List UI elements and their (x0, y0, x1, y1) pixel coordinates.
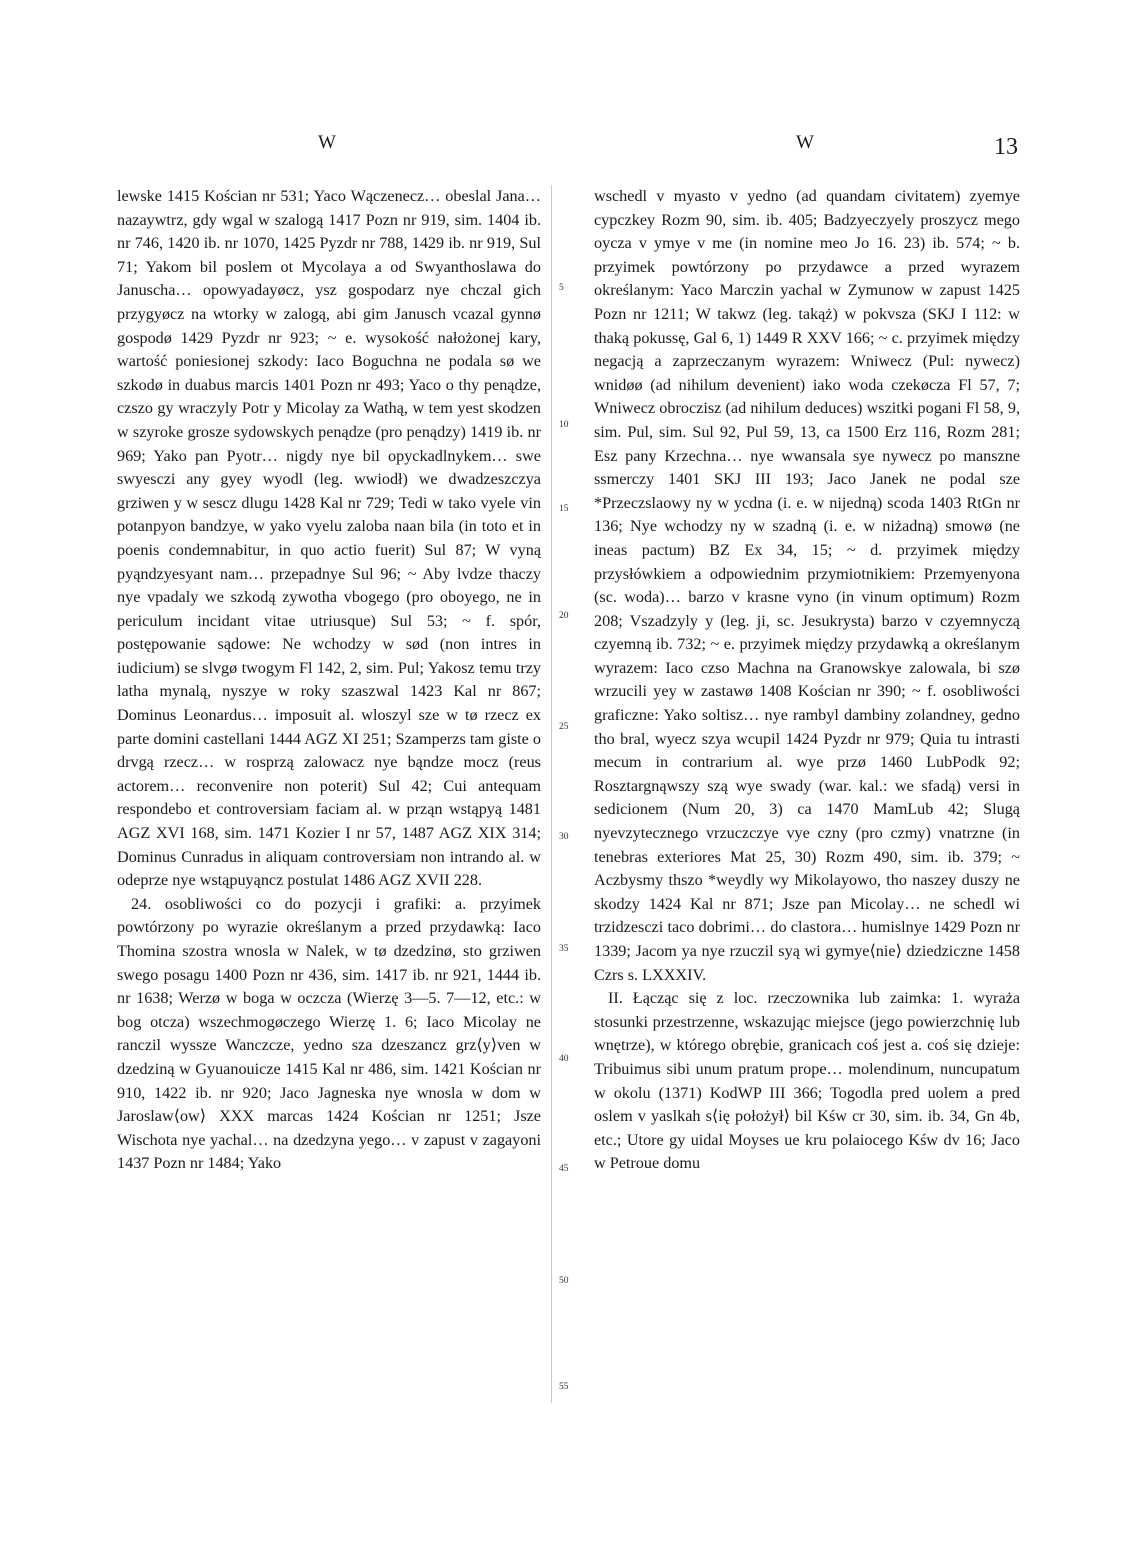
column-divider (551, 185, 552, 1403)
left-paragraph-24: 24. osobliwości co do pozycji i grafiki: a. przyimek powtórzony po wyrazie określanym a przed przydawką: Iaco Thomina szostra wnosla w Nalek, w tø dzedzinø, sto grziwen swego posagu 1400 Pozn nr 436, sim. 1417 ib. nr 921, 1444 ib. nr 1638; Werzø w boga w oczcza (Wierzę 3—5. 7—12, etc.: w bog otcza) wszechmogøczego Wierzę 1. 6; Iaco Micolay ne ranczil wyssze Wanczcze, yedno sza dzeszancz grz⟨y⟩ven w dzedziną w Gyuanouicze 1415 Kal nr 486, sim. 1421 Kościan nr 910, 1422 ib. nr 920; Jaco Jagneska nye wnosla w dom w Jaroslaw⟨ow⟩ XXX marcas 1424 Kościan nr 1251; Jsze Wischota nye yachal… na dzedzyna yego… v zapust v zagayoni 1437 Pozn nr 1484; Yako (117, 894, 541, 1173)
running-head-right: W (796, 132, 814, 153)
line-number: 50 (559, 1276, 569, 1286)
line-number: 40 (559, 1054, 569, 1064)
line-number: 35 (559, 944, 569, 954)
line-number: 55 (559, 1382, 569, 1392)
line-number: 20 (559, 611, 569, 621)
left-paragraph-1: lewske 1415 Kościan nr 531; Yaco Wączenecz… obeslal Jana… nazaywtrz, gdy wgal w szalogą 1417 Pozn nr 919, sim. 1404 ib. nr 746, 1420 ib. nr 1070, 1425 Pyzdr nr 788, 1429 ib. nr 919, Sul 71; Yakom bil poslem ot Mycolaya a od Swyanthoslawa do Januscha… opowyadayøcz, ysz gospodarz nye chczal gich przygyøcz na wtorky w zalogą, abi gim Janusch vcazal gynnø gospodø 1429 Pyzdr nr 923; ~ e. wysokość nałożonej kary, wartość poniesionej szkody: Iaco Boguchna ne podala sø we szkodø in duabus marcis 1401 Pozn nr 493; Yaco o thy penądze, czszo gy wraczyly Potr y Micolay za Wathą, w tem yest skodzen w szyroke grosze sydowskych penądze (pro penądzy) 1419 ib. nr 969; Yako pan Pyotr… nigdy nye bil opyckadlnykem… swe swyesczi any gyey wyodl (leg. wwiodł) we dwadzeszczya grziwen y w sescz dlugu 1428 Kal nr 729; Tedi w tako vyele vin potanpyon bandzye, w yako vyelu zaloba naan bila (in toto et in poenis condemnabitur, in quo actio fuerit) Sul 87; W vyną pyąndzyesyant nam… przepadnye Sul 96; ~ Aby lvdze thaczy nye vpadaly we szkodą zywotha vbogego (pro oboyego, ne in periculum incidant vitae utriusque) Sul 53; ~ f. spór, postępowanie sądowe: Ne wchodzy w sød (non intres in iudicium) se slvgø twogym Fl 142, 2, sim. Pul; Yakosz temu trzy latha mynalą, nyszye w roky szaszwal 1423 Kal nr 867; Dominus Leonardus… imposuit al. wloszyl sze w tø rzecz ex parte domini castellani 1444 AGZ XI 251; Szamperzs tam giste o drvgą rzecz… w rosprzą zalowacz nye bąndze mocz (reus actorem… reconvenire non poterit) Sul 42; Cui antequam respondebo et controversiam faciam al. w prząn wstąpyą 1481 AGZ XVI 168, sim. 1471 Kozier I nr 57, 1487 AGZ XIX 314; Dominus Cunradus in aliquam controversiam non intrando al. w odeprze nye wstąpuyąncz postulat 1486 AGZ XVII 228. (117, 187, 541, 890)
line-number: 25 (559, 722, 569, 732)
right-paragraph-II: II. Łącząc się z loc. rzeczownika lub zaimka: 1. wyraża stosunki przestrzenne, wskazując miejsce (jego powierzchnię lub wnętrze), w którego obrębie, granicach coś jest a. coś się dzieje: Tribuimus sibi unum pratum prope… molendinum, nuncupatum w okolu (1371) KodWP III 366; Togodla pred uolem a pred oslem v yaslkah s⟨ię położył⟩ bil Kśw cr 30, sim. ib. 34, Gn 4b, etc.; Utore gy uidal Moyses ue kru polaiocego Kśw dv 16; Jaco w Petroue domu (594, 989, 1020, 1173)
line-number: 10 (559, 420, 569, 430)
right-column (594, 185, 1020, 1176)
line-number: 15 (559, 504, 569, 514)
line-number: 5 (559, 283, 564, 293)
right-paragraph-1: wschedl v myasto v yedno (ad quandam civitatem) zyemye cypczkey Rozm 90, sim. ib. 405; Badzyeczyely proszycz mego oycza v ymye v me (in nomine meo Jo 16. 23) ib. 574; ~ b. przyimek powtórzony po przydawce a przed wyrazem określanym: Yaco Marczin yachal w Zymunow w zapust 1425 Pozn nr 1211; W takwz (leg. takąż) w pokvsza (SKJ I 112: w thaką pokussę, Gal 6, 1) 1449 R XXV 166; ~ c. przyimek między negacją a zaprzeczanym wyrazem: Wniwecz (Pul: nywecz) wnidøø (ad nihilum devenient) iako woda czekøcza Fl 57, 7; Wniwecz obroczisz (ad nihilum deduces) wszitki pogani Fl 58, 9, sim. Pul, sim. Sul 92, Pul 59, 13, ca 1500 Erz 116, Rozm 281; Esz pany Krzechna… nye wwansala sye nywecz po manszne ssmerczy 1401 SKJ III 193; Jaco Janek ne podal sze *Przeczslaowy ny w ycdna (i. e. w nijedną) scoda 1403 RtGn nr 136; Nye wchodzy ny w szadną (i. e. w niżadną) smowø (ne ineas pactum) BZ Ex 34, 15; ~ d. przyimek między przysłówkiem a odpowiednim przymiotnikiem: Przemyenyona (sc. woda)… barzo v krasne vyno (in vinum optimum) Rozm 208; Vszadzyly y (leg. ji, sc. Jesukrysta) barzo v czyemnyczą czyemną ib. 732; ~ e. przyimek między przydawką a określanym wyrazem: Iaco czso Machna na Granowskye zalowala, bi szø wrzucili yey w zastawø 1408 Kościan nr 390; ~ f. osobliwości graficzne: Yako soltisz… nye rambyl dambiny zolandney, gedno tho bral, wyecz szya wcupil 1424 Pyzdr nr 979; Quia tu intrasti mecum in contrarium al. wye przø 1460 LubPodk 92; Rosztargnąwszy szą wye swady (war. kal.: we sfadą) versi in sedicionem (Num 20, 3) ca 1470 MamLub 42; Slugą nyevzytecznego vrzuczczye vye czny (pro czmy) vnatrzne (in tenebras exteriores Mat 25, 30) Rozm 490, sim. ib. 379; ~ Aczbysmy thszo *weydly wy Mikolayowo, tho naszey duszy ne skodzy 1424 Kal nr 871; Jsze pan Micolay… ne schedl wi trzidzesczi taco dobrimi… do clastora… humislnye 1429 Pozn nr 1339; Jacom ya nye rzuczil syą wi gymye⟨nie⟩ dziedziczne 1458 Czrs s. LXXXIV. (594, 187, 1020, 984)
line-number: 45 (559, 1164, 569, 1174)
line-number: 30 (559, 832, 569, 842)
running-head-left: W (318, 132, 336, 153)
page-number: 13 (994, 134, 1018, 160)
left-column (117, 185, 541, 1176)
